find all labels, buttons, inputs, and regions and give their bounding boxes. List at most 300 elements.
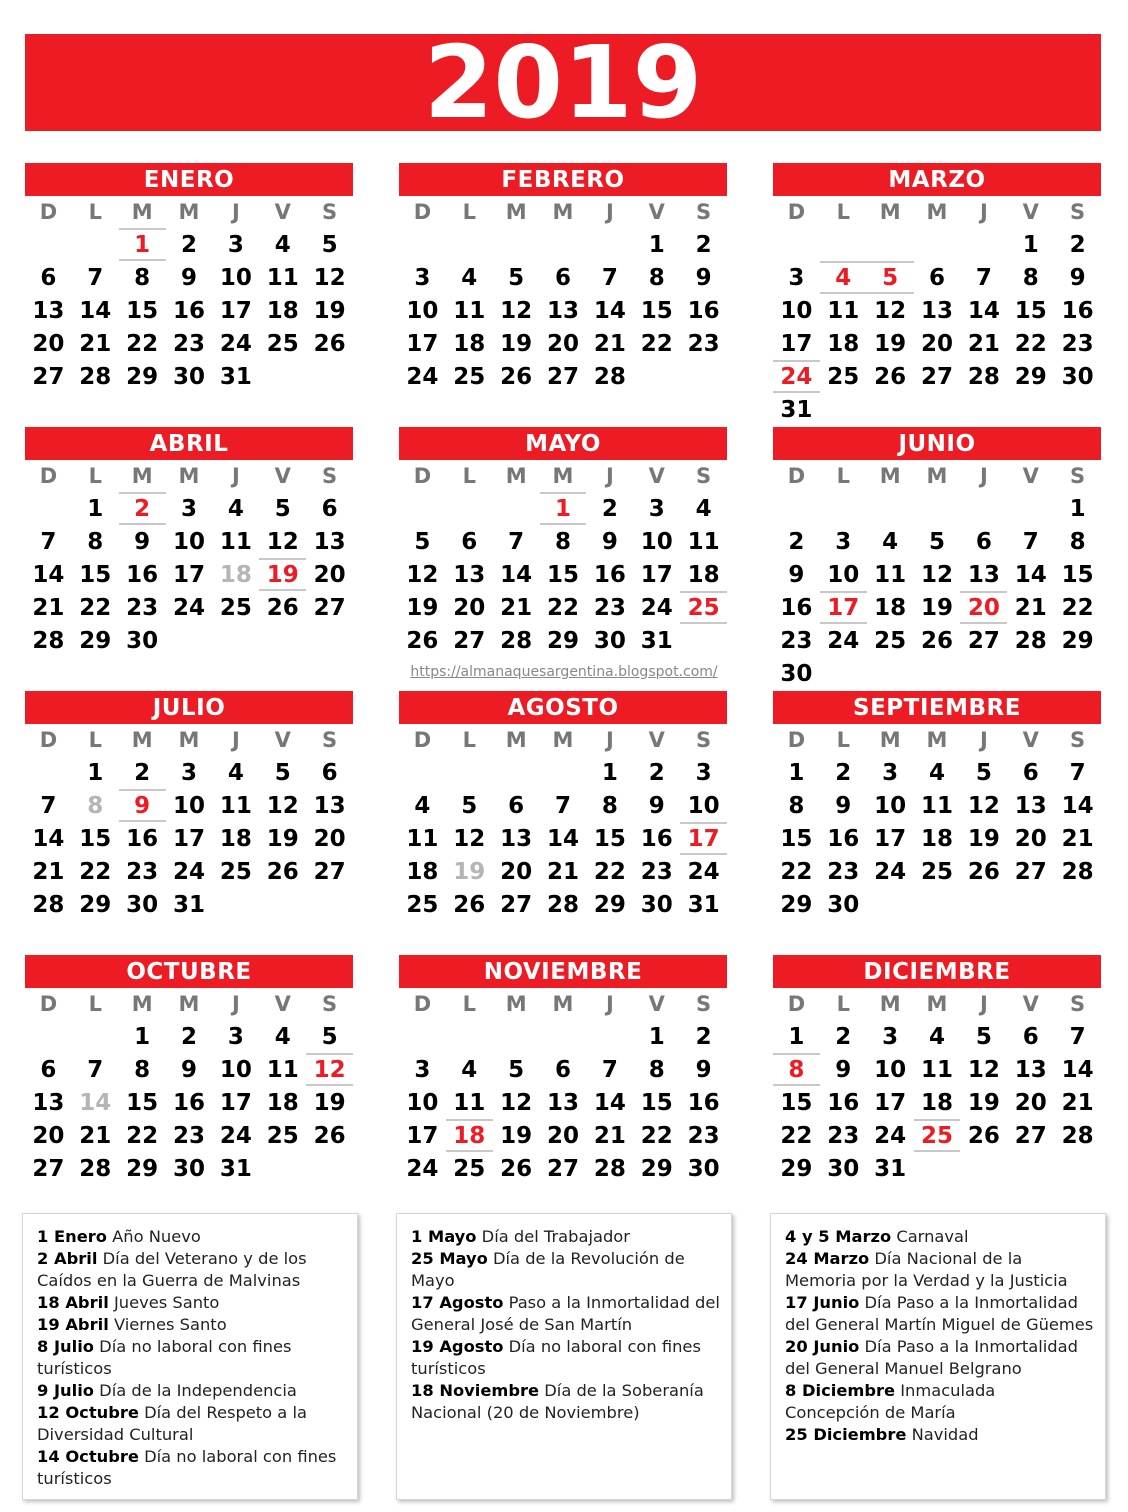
day-cell: 30 <box>126 627 159 654</box>
day-cell: 27 <box>500 891 533 918</box>
weekday-label: S <box>1070 728 1086 752</box>
day-cell: 16 <box>126 561 159 588</box>
day-cell: 15 <box>780 825 813 852</box>
holiday-description: Día del Veterano y de los Caídos en la Guerra de Malvinas <box>37 1249 307 1290</box>
holiday-entry <box>37 1292 347 1314</box>
holiday-day: 2 <box>119 492 166 525</box>
day-cell: 31 <box>219 363 252 390</box>
day-cell: 19 <box>874 330 907 357</box>
holiday-description: Día Nacional de la Memoria por la Verdad y la Justicia <box>785 1249 1068 1290</box>
day-cell: 19 <box>313 1089 346 1116</box>
day-cell: 10 <box>780 297 813 324</box>
day-cell: 25 <box>827 363 860 390</box>
day-cell: 29 <box>79 627 112 654</box>
holiday-entry <box>785 1424 1095 1446</box>
day-cell: 15 <box>640 1089 673 1116</box>
day-cell: 17 <box>874 1089 907 1116</box>
day-cell: 17 <box>874 825 907 852</box>
day-cell: 3 <box>414 264 431 291</box>
holiday-day: 9 <box>119 789 166 822</box>
day-cell: 13 <box>32 297 65 324</box>
holiday-description: Día del Respeto a la Diversidad Cultural <box>37 1403 307 1444</box>
day-cell: 28 <box>547 891 580 918</box>
month-grid <box>773 724 1101 921</box>
day-cell: 8 <box>1069 528 1086 555</box>
day-cell: 11 <box>219 792 252 819</box>
day-cell: 4 <box>882 528 899 555</box>
day-cell: 10 <box>687 792 720 819</box>
day-cell: 17 <box>219 297 252 324</box>
month-grid <box>773 460 1101 690</box>
day-cell: 9 <box>695 264 712 291</box>
day-cell: 3 <box>648 495 665 522</box>
day-cell: 23 <box>173 1122 206 1149</box>
holiday-date: 4 y 5 Marzo <box>785 1227 892 1246</box>
day-cell: 16 <box>640 825 673 852</box>
day-cell: 15 <box>1061 561 1094 588</box>
weekday-label: M <box>505 992 527 1016</box>
weekday-label: M <box>178 728 200 752</box>
holiday-description: Día Paso a la Inmortalidad del General Martín Miguel de Güemes <box>785 1293 1094 1334</box>
day-cell: 26 <box>266 594 299 621</box>
day-cell: 13 <box>1014 792 1047 819</box>
day-cell: 13 <box>547 297 580 324</box>
empty-cell <box>72 228 119 261</box>
day-cell: 29 <box>640 1155 673 1182</box>
day-cell: 2 <box>648 759 665 786</box>
holiday-entry <box>411 1336 721 1380</box>
day-cell: 9 <box>181 1056 198 1083</box>
day-cell: 25 <box>874 627 907 654</box>
day-cell: 5 <box>321 231 338 258</box>
weekday-label: J <box>605 728 614 752</box>
weekday-label: J <box>979 464 988 488</box>
day-cell: 1 <box>1022 231 1039 258</box>
day-cell: 23 <box>126 858 159 885</box>
month-header: MAYO <box>399 427 727 460</box>
weekday-label: D <box>413 728 432 752</box>
holidays-list-1 <box>22 1213 358 1500</box>
day-cell: 12 <box>266 528 299 555</box>
day-cell: 24 <box>406 363 439 390</box>
weekday-label: M <box>552 200 574 224</box>
weekday-label: S <box>322 200 338 224</box>
month-abril <box>25 427 353 657</box>
day-cell: 18 <box>874 594 907 621</box>
blog-url-link[interactable]: https://almanaquesargentina.blogspot.com/ <box>410 664 718 680</box>
weekday-label: S <box>322 728 338 752</box>
empty-cell <box>960 492 1007 525</box>
day-cell: 27 <box>547 1155 580 1182</box>
weekday-label: L <box>88 992 102 1016</box>
day-cell: 13 <box>313 528 346 555</box>
month-header: JULIO <box>25 691 353 724</box>
day-cell: 20 <box>500 858 533 885</box>
weekday-label: M <box>131 464 153 488</box>
day-cell: 19 <box>266 825 299 852</box>
day-cell: 20 <box>547 330 580 357</box>
weekday-label: D <box>787 464 806 488</box>
month-header: JUNIO <box>773 427 1101 460</box>
holiday-date: 24 Marzo <box>785 1249 870 1268</box>
weekday-label: V <box>274 728 291 752</box>
day-cell: 29 <box>780 891 813 918</box>
day-cell: 4 <box>461 264 478 291</box>
weekday-label: M <box>131 728 153 752</box>
day-cell: 15 <box>126 1089 159 1116</box>
day-cell: 3 <box>414 1056 431 1083</box>
weekday-label: L <box>836 200 850 224</box>
day-cell: 19 <box>313 297 346 324</box>
day-cell: 6 <box>321 495 338 522</box>
day-cell: 7 <box>601 264 618 291</box>
month-marzo <box>773 163 1101 426</box>
day-cell: 16 <box>1061 297 1094 324</box>
day-cell: 27 <box>313 594 346 621</box>
day-cell: 22 <box>780 1122 813 1149</box>
weekday-label: S <box>696 728 712 752</box>
empty-cell <box>446 228 493 261</box>
weekday-label: V <box>1022 200 1039 224</box>
day-cell: 6 <box>40 1056 57 1083</box>
day-cell: 30 <box>593 627 626 654</box>
holiday-entry <box>37 1446 347 1490</box>
holiday-day: 19 <box>259 558 306 591</box>
day-cell: 18 <box>453 330 486 357</box>
day-cell: 19 <box>967 1089 1000 1116</box>
day-cell: 3 <box>882 1023 899 1050</box>
empty-cell <box>914 228 961 261</box>
holiday-entry <box>785 1336 1095 1380</box>
weekday-label: D <box>39 464 58 488</box>
day-cell: 31 <box>874 1155 907 1182</box>
empty-cell <box>25 492 72 525</box>
day-cell: 21 <box>32 594 65 621</box>
holiday-day: 24 <box>773 360 820 393</box>
day-cell: 19 <box>921 594 954 621</box>
day-cell: 11 <box>874 561 907 588</box>
day-cell: 5 <box>508 264 525 291</box>
empty-cell <box>25 1020 72 1053</box>
month-julio <box>25 691 353 921</box>
day-cell: 4 <box>274 231 291 258</box>
holiday-entry <box>37 1380 347 1402</box>
weekday-label: V <box>648 464 665 488</box>
holiday-date: 18 Noviembre <box>411 1381 540 1400</box>
day-cell: 20 <box>313 825 346 852</box>
day-cell: 19 <box>406 594 439 621</box>
weekday-label: D <box>413 200 432 224</box>
weekday-label: M <box>505 464 527 488</box>
day-cell: 29 <box>79 891 112 918</box>
day-cell: 3 <box>227 231 244 258</box>
holiday-day: 17 <box>680 822 727 855</box>
day-cell: 21 <box>547 858 580 885</box>
day-cell: 4 <box>695 495 712 522</box>
day-cell: 23 <box>126 594 159 621</box>
day-cell: 30 <box>173 363 206 390</box>
day-cell: 8 <box>648 1056 665 1083</box>
day-cell: 15 <box>79 561 112 588</box>
holiday-description: Carnaval <box>891 1227 969 1246</box>
weekday-label: V <box>648 728 665 752</box>
day-cell: 21 <box>593 330 626 357</box>
day-cell: 30 <box>687 1155 720 1182</box>
day-cell: 4 <box>414 792 431 819</box>
holiday-description: Día de la Independencia <box>94 1381 297 1400</box>
weekday-label: L <box>462 728 476 752</box>
day-cell: 27 <box>313 858 346 885</box>
day-cell: 24 <box>827 627 860 654</box>
day-cell: 7 <box>40 528 57 555</box>
day-cell: 24 <box>219 1122 252 1149</box>
day-cell: 21 <box>1014 594 1047 621</box>
day-cell: 14 <box>593 297 626 324</box>
day-cell: 16 <box>827 1089 860 1116</box>
weekday-label: L <box>462 200 476 224</box>
weekday-label: M <box>131 200 153 224</box>
day-cell: 26 <box>500 363 533 390</box>
day-cell: 5 <box>929 528 946 555</box>
weekday-label: V <box>1022 728 1039 752</box>
month-octubre <box>25 955 353 1185</box>
day-cell: 8 <box>87 528 104 555</box>
holiday-entry <box>785 1226 1095 1248</box>
empty-cell <box>1007 492 1054 525</box>
day-cell: 11 <box>266 1056 299 1083</box>
holiday-date: 17 Agosto <box>411 1293 504 1312</box>
day-cell: 1 <box>1069 495 1086 522</box>
weekday-label: S <box>1070 200 1086 224</box>
weekday-label: J <box>979 992 988 1016</box>
weekday-label: M <box>552 728 574 752</box>
weekday-label: M <box>552 992 574 1016</box>
day-cell: 5 <box>508 1056 525 1083</box>
day-cell: 12 <box>453 825 486 852</box>
holiday-day: 25 <box>680 591 727 624</box>
day-cell: 24 <box>219 330 252 357</box>
day-cell: 23 <box>687 330 720 357</box>
day-cell: 13 <box>1014 1056 1047 1083</box>
day-cell: 9 <box>601 528 618 555</box>
day-cell: 24 <box>874 858 907 885</box>
day-cell: 26 <box>874 363 907 390</box>
weekday-label: L <box>88 728 102 752</box>
day-cell: 30 <box>780 660 813 687</box>
day-cell: 8 <box>1022 264 1039 291</box>
day-cell: 22 <box>640 1122 673 1149</box>
weekday-label: M <box>926 992 948 1016</box>
holiday-description: Día no laboral con fines turísticos <box>37 1447 337 1488</box>
day-cell: 30 <box>173 1155 206 1182</box>
weekday-label: M <box>879 992 901 1016</box>
day-cell: 15 <box>126 297 159 324</box>
month-noviembre <box>399 955 727 1185</box>
holiday-day: 25 <box>914 1119 961 1152</box>
weekday-label: L <box>462 464 476 488</box>
day-cell: 28 <box>32 627 65 654</box>
empty-cell <box>773 228 820 261</box>
day-cell: 22 <box>640 330 673 357</box>
day-cell: 21 <box>967 330 1000 357</box>
day-cell: 22 <box>126 1122 159 1149</box>
day-cell: 17 <box>406 330 439 357</box>
day-cell: 14 <box>500 561 533 588</box>
day-cell: 22 <box>780 858 813 885</box>
holiday-date: 2 Abril <box>37 1249 98 1268</box>
day-cell: 27 <box>967 627 1000 654</box>
holiday-day: 17 <box>820 591 867 624</box>
day-cell: 28 <box>79 1155 112 1182</box>
day-cell: 11 <box>266 264 299 291</box>
weekday-label: D <box>39 728 58 752</box>
month-header: AGOSTO <box>399 691 727 724</box>
weekday-label: V <box>648 200 665 224</box>
month-grid <box>25 724 353 921</box>
day-cell: 24 <box>687 858 720 885</box>
holiday-day: 18 <box>446 1119 493 1152</box>
day-cell: 21 <box>79 330 112 357</box>
holiday-description: Viernes Santo <box>108 1315 227 1334</box>
holiday-day: 8 <box>773 1053 820 1086</box>
day-cell: 6 <box>40 264 57 291</box>
day-cell: 19 <box>500 1122 533 1149</box>
day-cell: 16 <box>687 297 720 324</box>
day-cell: 28 <box>32 891 65 918</box>
empty-cell <box>540 228 587 261</box>
weekday-label: V <box>1022 992 1039 1016</box>
empty-cell <box>25 756 72 789</box>
day-cell: 1 <box>134 1023 151 1050</box>
day-cell: 8 <box>648 264 665 291</box>
weekday-label: V <box>274 464 291 488</box>
weekday-label: S <box>322 464 338 488</box>
day-cell: 14 <box>32 825 65 852</box>
day-cell: 6 <box>321 759 338 786</box>
day-cell: 13 <box>500 825 533 852</box>
day-cell: 29 <box>126 1155 159 1182</box>
day-cell: 3 <box>181 495 198 522</box>
empty-cell <box>399 228 446 261</box>
day-cell: 26 <box>921 627 954 654</box>
empty-cell <box>399 1020 446 1053</box>
weekday-label: M <box>926 464 948 488</box>
day-cell: 26 <box>500 1155 533 1182</box>
day-cell: 31 <box>687 891 720 918</box>
day-cell: 26 <box>266 858 299 885</box>
day-cell: 23 <box>827 1122 860 1149</box>
day-cell: 25 <box>266 1122 299 1149</box>
day-cell: 22 <box>1014 330 1047 357</box>
weekday-label: S <box>696 464 712 488</box>
day-cell: 2 <box>695 231 712 258</box>
empty-cell <box>773 492 820 525</box>
day-cell: 22 <box>593 858 626 885</box>
day-cell: 20 <box>1014 1089 1047 1116</box>
weekday-label: J <box>979 728 988 752</box>
day-cell: 8 <box>788 792 805 819</box>
weekday-label: M <box>505 728 527 752</box>
weekday-label: M <box>505 200 527 224</box>
day-cell: 10 <box>874 1056 907 1083</box>
day-cell: 16 <box>780 594 813 621</box>
day-cell: 26 <box>406 627 439 654</box>
month-header: FEBRERO <box>399 163 727 196</box>
holiday-date: 12 Octubre <box>37 1403 139 1422</box>
day-cell: 11 <box>687 528 720 555</box>
day-cell: 10 <box>219 1056 252 1083</box>
day-cell: 8 <box>555 528 572 555</box>
day-cell: 6 <box>461 528 478 555</box>
day-cell: 31 <box>640 627 673 654</box>
day-cell: 15 <box>593 825 626 852</box>
day-cell: 25 <box>266 330 299 357</box>
empty-cell <box>446 756 493 789</box>
day-cell: 6 <box>1022 1023 1039 1050</box>
day-cell: 21 <box>32 858 65 885</box>
day-cell: 31 <box>173 891 206 918</box>
day-cell: 11 <box>827 297 860 324</box>
weekday-label: V <box>274 992 291 1016</box>
day-cell: 14 <box>1061 1056 1094 1083</box>
day-cell: 16 <box>126 825 159 852</box>
day-cell: 4 <box>274 1023 291 1050</box>
day-cell: 18 <box>266 297 299 324</box>
holiday-entry <box>785 1292 1095 1336</box>
day-cell: 19 <box>967 825 1000 852</box>
day-cell: 28 <box>593 1155 626 1182</box>
empty-cell <box>493 492 540 525</box>
month-header: SEPTIEMBRE <box>773 691 1101 724</box>
holiday-date: 25 Diciembre <box>785 1425 907 1444</box>
day-cell: 12 <box>266 792 299 819</box>
weekday-label: L <box>462 992 476 1016</box>
day-cell: 9 <box>788 561 805 588</box>
day-cell: 1 <box>601 759 618 786</box>
empty-cell <box>867 228 914 261</box>
month-diciembre <box>773 955 1101 1185</box>
month-septiembre <box>773 691 1101 921</box>
holiday-entry <box>411 1226 721 1248</box>
day-cell: 17 <box>406 1122 439 1149</box>
day-cell: 9 <box>835 1056 852 1083</box>
empty-cell <box>493 228 540 261</box>
day-cell: 12 <box>500 297 533 324</box>
holiday-date: 19 Abril <box>37 1315 109 1334</box>
day-cell: 7 <box>87 1056 104 1083</box>
day-cell: 20 <box>313 561 346 588</box>
weekday-label: M <box>926 728 948 752</box>
day-cell: 28 <box>1061 858 1094 885</box>
month-agosto <box>399 691 727 921</box>
weekday-label: V <box>1022 464 1039 488</box>
day-cell: 27 <box>32 1155 65 1182</box>
weekday-label: M <box>178 200 200 224</box>
weekday-label: L <box>836 992 850 1016</box>
day-cell: 18 <box>827 330 860 357</box>
day-cell: 15 <box>1014 297 1047 324</box>
day-cell: 30 <box>827 891 860 918</box>
day-cell: 7 <box>40 792 57 819</box>
weekday-label: V <box>274 200 291 224</box>
day-cell: 30 <box>1061 363 1094 390</box>
holiday-day: 20 <box>960 591 1007 624</box>
month-mayo <box>399 427 727 657</box>
day-cell: 3 <box>882 759 899 786</box>
weekday-label: L <box>88 200 102 224</box>
day-cell: 1 <box>788 759 805 786</box>
empty-cell <box>399 492 446 525</box>
